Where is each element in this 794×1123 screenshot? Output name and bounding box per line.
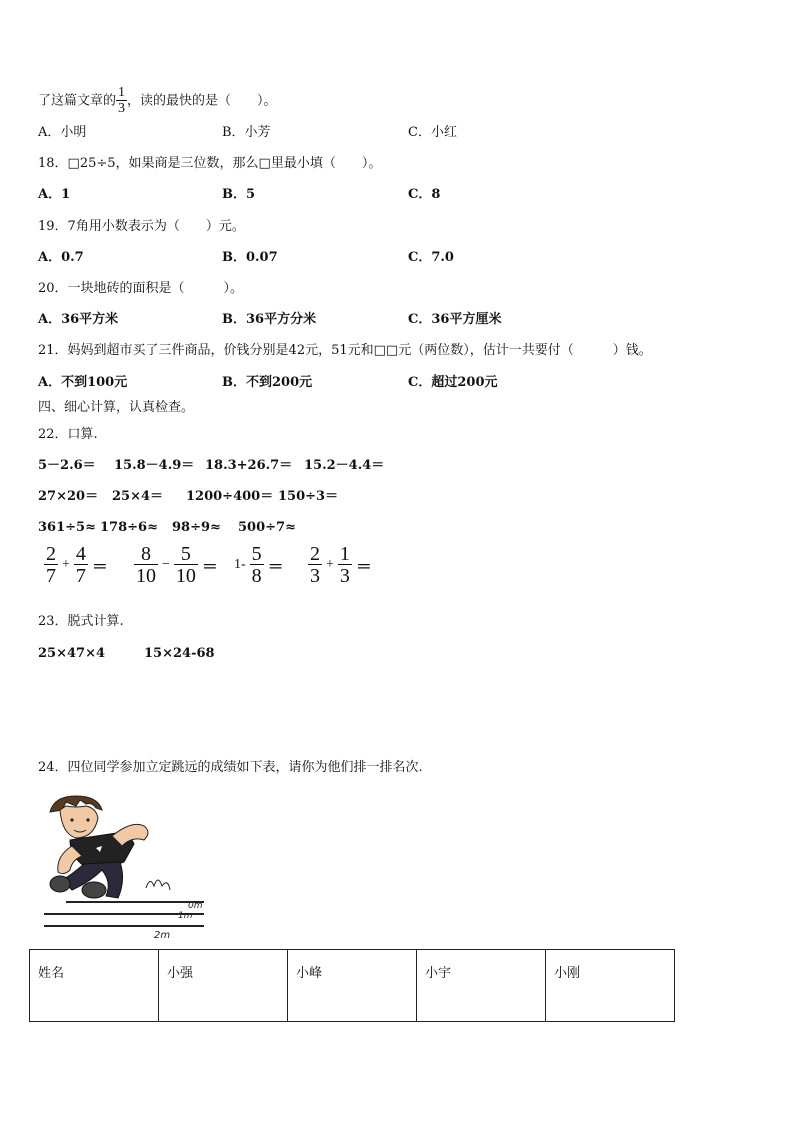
results-table bbox=[29, 949, 675, 1022]
frac-num: 8 bbox=[141, 543, 151, 565]
frac-den: 7 bbox=[46, 565, 56, 587]
table-header-name: 姓名 bbox=[30, 950, 159, 1022]
equals: ＝ bbox=[267, 558, 284, 576]
frac-den: 10 bbox=[136, 565, 156, 587]
q17-frac-num: 1 bbox=[118, 85, 126, 100]
q21-option-b[interactable]: B．不到200元 bbox=[222, 375, 313, 390]
q22-r1-item: 5－2.6＝ bbox=[38, 458, 96, 473]
frac-den: 10 bbox=[175, 565, 196, 587]
q22-r2-item: 27×20＝ bbox=[38, 489, 99, 504]
fraction-expr-3 bbox=[234, 542, 284, 588]
q20-option-a[interactable]: A．36平方米 bbox=[38, 312, 119, 327]
equals: ＝ bbox=[91, 558, 108, 576]
q22-r3-item: 500÷7≈ bbox=[238, 520, 296, 535]
q22-r3-item: 98÷9≈ bbox=[172, 520, 221, 535]
frac-den: 8 bbox=[251, 565, 262, 587]
frac-num: 2 bbox=[310, 543, 320, 565]
operator: + bbox=[62, 557, 70, 572]
mark-0m: 0m bbox=[188, 901, 203, 911]
q22-title: 22．口算. bbox=[38, 427, 98, 442]
q17-option-c[interactable]: C．小红 bbox=[408, 125, 457, 140]
q18-option-b[interactable]: B．5 bbox=[222, 187, 256, 202]
fraction bbox=[134, 544, 158, 586]
q23-title: 23．脱式计算. bbox=[38, 614, 124, 629]
shoe-left bbox=[50, 876, 70, 892]
q17-option-a[interactable]: A．小明 bbox=[38, 125, 87, 140]
q22-r1-item: 15.2－4.4＝ bbox=[304, 458, 385, 473]
q20-option-b[interactable]: B．36平方分米 bbox=[222, 312, 317, 327]
q24-title: 24．四位同学参加立定跳远的成绩如下表，请你为他们排一排名次. bbox=[38, 760, 423, 775]
q23-item-1: 25×47×4 bbox=[38, 646, 106, 661]
mark-1m: 1m bbox=[178, 911, 193, 921]
q22-r3-item: 361÷5≈ bbox=[38, 520, 96, 535]
q19-option-c[interactable]: C．7.0 bbox=[408, 250, 454, 265]
shoe-right bbox=[82, 882, 106, 898]
table-row bbox=[30, 950, 675, 1022]
frac-den: 7 bbox=[75, 565, 86, 587]
table-cell-xiaofeng: 小峰 bbox=[288, 950, 417, 1022]
fraction bbox=[338, 544, 352, 586]
dust bbox=[146, 880, 170, 890]
q21-option-c[interactable]: C．超过200元 bbox=[408, 375, 498, 390]
frac-den: 3 bbox=[310, 565, 320, 587]
section-4-title: 四、细心计算，认真检查。 bbox=[38, 400, 195, 415]
q23-item-2: 15×24-68 bbox=[144, 646, 215, 661]
q22-r2-item: 1200÷400＝ bbox=[186, 489, 274, 504]
frac-num: 1 bbox=[339, 543, 350, 565]
fraction-expr-4 bbox=[308, 542, 372, 588]
long-jump-illustration bbox=[36, 790, 216, 942]
equals: ＝ bbox=[355, 558, 372, 576]
frac-num: 2 bbox=[46, 543, 56, 565]
q17-fraction bbox=[116, 86, 127, 116]
frac-den: 3 bbox=[339, 565, 350, 587]
q20-option-c[interactable]: C．36平方厘米 bbox=[408, 312, 502, 327]
table-cell-xiaogang: 小刚 bbox=[546, 950, 675, 1022]
frac-num: 5 bbox=[180, 543, 191, 565]
q19-option-b[interactable]: B．0.07 bbox=[222, 250, 278, 265]
q22-r3-item: 178÷6≈ bbox=[100, 520, 158, 535]
fraction bbox=[44, 544, 58, 586]
face bbox=[60, 806, 98, 838]
fraction bbox=[308, 544, 322, 586]
q20-stem: 20．一块地砖的面积是（ ）。 bbox=[38, 281, 244, 296]
fraction bbox=[74, 544, 88, 586]
fraction bbox=[250, 544, 264, 586]
operator: + bbox=[326, 557, 334, 572]
fraction-expr-1 bbox=[44, 542, 108, 588]
q21-option-a[interactable]: A．不到100元 bbox=[38, 375, 128, 390]
table-cell-xiaoqiang: 小强 bbox=[159, 950, 288, 1022]
operator: − bbox=[162, 557, 170, 572]
q21-stem: 21．妈妈到超市买了三件商品，价钱分别是42元，51元和□□元（两位数），估计一共要付（ ）钱。 bbox=[38, 343, 652, 358]
fraction-expr-2 bbox=[134, 542, 218, 588]
q19-option-a[interactable]: A．0.7 bbox=[38, 250, 84, 265]
q17-suffix: ，读的最快的是（ ）。 bbox=[127, 93, 277, 109]
q22-r2-item: 25×4＝ bbox=[112, 489, 164, 504]
q17-stem bbox=[38, 86, 277, 116]
prefix: 1- bbox=[234, 557, 246, 572]
q18-stem: 18．□25÷5，如果商是三位数，那么□里最小填（ ）。 bbox=[38, 156, 382, 171]
frac-num: 4 bbox=[75, 543, 86, 565]
table-cell-xiaoyu: 小宇 bbox=[417, 950, 546, 1022]
fraction bbox=[174, 544, 198, 586]
q22-r2-item: 150÷3＝ bbox=[278, 489, 339, 504]
q18-option-a[interactable]: A．1 bbox=[38, 187, 71, 202]
q18-option-c[interactable]: C．8 bbox=[408, 187, 441, 202]
frac-num: 5 bbox=[251, 543, 262, 565]
equals: ＝ bbox=[201, 558, 218, 576]
q17-option-b[interactable]: B．小芳 bbox=[222, 125, 271, 140]
q17-frac-den: 3 bbox=[118, 101, 126, 116]
q19-stem: 19．7角用小数表示为（ ）元。 bbox=[38, 219, 245, 234]
q22-r1-item: 18.3+26.7＝ bbox=[205, 458, 293, 473]
mark-2m: 2m bbox=[154, 930, 171, 941]
q17-prefix: 了这篇文章的 bbox=[38, 93, 117, 109]
q22-r1-item: 15.8－4.9＝ bbox=[114, 458, 195, 473]
